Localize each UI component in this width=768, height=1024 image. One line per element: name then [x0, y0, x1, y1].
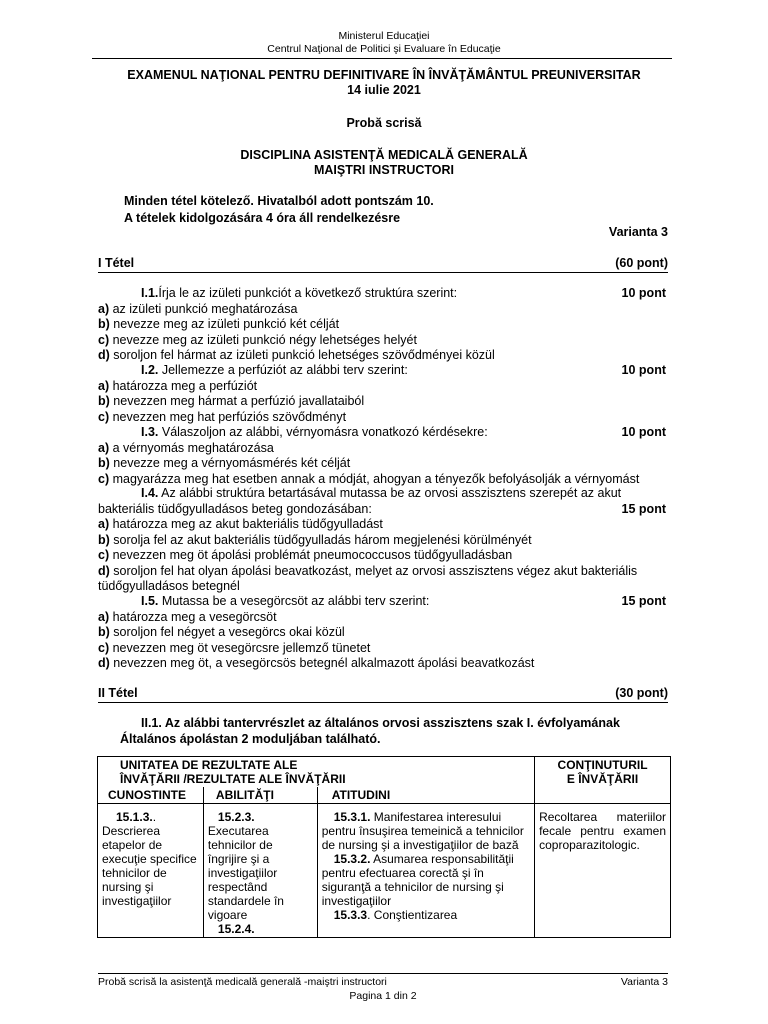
- curriculum-table: [97, 756, 671, 938]
- question-points: 15 pont: [621, 501, 666, 516]
- table-subheader-skills: ABILITĂŢI: [203, 787, 317, 804]
- page-header: [0, 30, 768, 56]
- question-text-cont: bakteriális tüdőgyulladásos beteg gondozásában:: [98, 501, 372, 516]
- section-2-heading: [98, 686, 668, 700]
- question-points: 10 pont: [621, 286, 666, 300]
- question-number: I.5.: [141, 594, 159, 608]
- section-2-intro-line-2: Általános ápolástan 2 moduljában található.: [120, 731, 381, 746]
- question-3: [98, 425, 668, 487]
- exam-proba: Probă scrisă: [346, 116, 422, 130]
- question-4: [98, 486, 668, 595]
- list-item: a) az izületi punkció meghatározása: [98, 301, 298, 316]
- question-points: 15 pont: [621, 594, 666, 608]
- audience-title: MAIŞTRI INSTRUCTORI: [313, 163, 455, 177]
- question-text: Az alábbi struktúra betartásával mutassa be az orvosi asszisztens szerepét az akut: [161, 486, 622, 500]
- list-item: b) sorolja fel az akut bakteriális tüdőgyulladás három megjelenési körülményét: [98, 532, 532, 547]
- list-item: a) határozza meg az akut bakteriális tüdőgyulladást: [98, 517, 383, 531]
- table-header-contents: CONŢINUTURIL E ÎNVĂŢĂRII: [535, 757, 671, 804]
- list-item: b) nevezze meg a vérnyomásmérés két célját: [98, 456, 351, 470]
- list-item: c) magyarázza meg hat esetben annak a módját, ahogyan a tényezők befolyásolják a vérnyomást: [98, 471, 640, 486]
- question-5: [98, 594, 668, 672]
- center-name: Centrul Naţional de Politici şi Evaluare în Educaţie: [267, 43, 501, 55]
- list-item: d) soroljon fel hat olyan ápolási beavatkozást, melyet az orvosi asszisztens végez akut bakteriális: [98, 563, 638, 578]
- list-item: b) nevezzen meg hármat a perfúzió javallataiból: [98, 394, 365, 408]
- question-text: Írja le az izületi punkciót a következő struktúra szerint:: [158, 286, 458, 300]
- table-cell-attitudes: 15.3.1. Manifestarea interesului pentru însuşirea temeinică a tehnicilor de nursing şi a investigaţiilor de bază 15.3.2. Asumarea responsabilităţii pentru efectuarea corectă şi în siguranţă a tehnicilor de nursing şi investigaţiilor 15.3.3. Conştientizarea: [317, 804, 534, 938]
- list-item-cont: tüdőgyulladásos betegnél: [98, 579, 240, 593]
- table-subheader-attitudes: ATITUDINI: [317, 787, 534, 804]
- question-number: I.2.: [141, 363, 159, 377]
- footer-divider: [98, 973, 668, 974]
- table-row: [98, 757, 671, 788]
- variant-label: Varianta 3: [608, 225, 668, 239]
- list-item: a) határozza meg a perfúziót: [98, 378, 258, 393]
- section-1-title: I Tétel: [98, 256, 135, 270]
- list-item: c) nevezzen meg öt ápolási problémát pneumococcusos tüdőgyulladásban: [98, 548, 513, 562]
- footer-variant: Varianta 3: [620, 976, 668, 988]
- section-1-heading: [98, 256, 668, 270]
- intro-line-1: Minden tétel kötelező. Hivatalból adott pontszám 10.: [124, 194, 434, 208]
- question-number: I.4.: [141, 486, 159, 500]
- ministry-name: Ministerul Educaţiei: [338, 30, 430, 42]
- question-points: 10 pont: [621, 363, 666, 377]
- section-2-intro-line-1: II.1. Az alábbi tantervrészlet az általános orvosi asszisztens szak I. évfolyamának: [141, 716, 620, 730]
- footer-left: Probă scrisă la asistenţă medicală generală -maiştri instructori: [98, 976, 387, 988]
- question-points: 10 pont: [621, 425, 666, 439]
- section-2-underline: [98, 702, 668, 703]
- table-row: [98, 804, 671, 938]
- question-2: [98, 363, 668, 425]
- section-2-intro: [98, 716, 668, 747]
- table-subheader-knowledge: CUNOSTINTE: [98, 787, 204, 804]
- exam-title: EXAMENUL NAŢIONAL PENTRU DEFINITIVARE ÎN ÎNVĂŢĂMÂNTUL PREUNIVERSITAR: [127, 68, 641, 82]
- intro-line-2: A tételek kidolgozására 4 óra áll rendelkezésre: [124, 211, 401, 225]
- header-divider: [92, 58, 672, 59]
- list-item: d) soroljon fel hármat az izületi punkció lehetséges szövődményei közül: [98, 348, 495, 362]
- question-text: Válaszoljon az alábbi, vérnyomásra vonatkozó kérdésekre:: [161, 425, 488, 439]
- table-cell-knowledge: 15.1.3.. Descrierea etapelor de execuţie specifice tehnicilor de nursing şi investigaţiilor: [98, 804, 204, 938]
- question-number: I.1.: [141, 286, 159, 300]
- exam-date: 14 iulie 2021: [347, 83, 421, 97]
- question-text: Jellemezze a perfúziót az alábbi terv szerint:: [161, 363, 408, 377]
- list-item: b) nevezze meg az izületi punkció két célját: [98, 317, 340, 331]
- table-cell-contents: Recoltarea materiilor fecale pentru examen coproparazitologic.: [535, 804, 671, 938]
- page-number: Pagina 1 din 2: [349, 990, 417, 1002]
- list-item: d) nevezzen meg öt, a vesegörcsös betegnél alkalmazott ápolási beavatkozást: [98, 656, 535, 670]
- list-item: c) nevezzen meg hat perfúziós szövődményt: [98, 409, 347, 424]
- list-item: c) nevezze meg az izületi punkció négy lehetséges helyét: [98, 332, 417, 347]
- table-cell-skills: 15.2.3. Executarea tehnicilor de îngrijire şi a investigaţiilor respectând standardele în vigoare 15.2.4.: [203, 804, 317, 938]
- table-header-units: UNITATEA DE REZULTATE ALE ÎNVĂŢĂRII /REZULTATE ALE ÎNVĂŢĂRII: [98, 757, 535, 788]
- section-2-points: (30 pont): [615, 686, 668, 700]
- question-1: [98, 286, 668, 364]
- question-text: Mutassa be a vesegörcsöt az alábbi terv szerint:: [161, 594, 430, 608]
- section-2-title: II Tétel: [98, 686, 138, 700]
- list-item: a) határozza meg a vesegörcsöt: [98, 609, 277, 624]
- list-item: a) a vérnyomás meghatározása: [98, 440, 274, 455]
- list-item: b) soroljon fel négyet a vesegörcs okai közül: [98, 625, 345, 639]
- discipline-title: DISCIPLINA ASISTENŢĂ MEDICALĂ GENERALĂ: [240, 148, 528, 162]
- section-1-points: (60 pont): [615, 256, 668, 270]
- list-item: c) nevezzen meg öt vesegörcsre jellemző tünetet: [98, 640, 371, 655]
- page-footer: [98, 976, 668, 988]
- question-number: I.3.: [141, 425, 159, 439]
- section-1-underline: [98, 272, 668, 273]
